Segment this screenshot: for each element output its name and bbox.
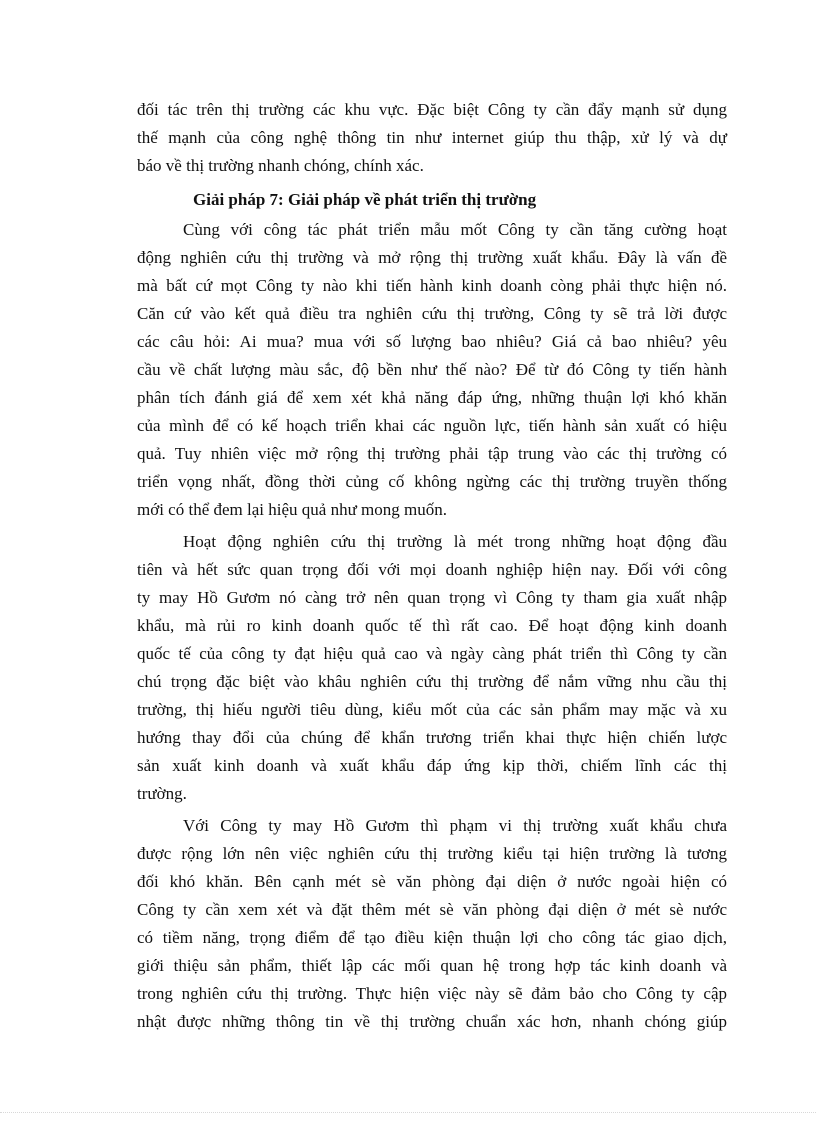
text-line: ty may Hồ Gươm nó càng trở nên quan trọng vì Công ty tham gia xuất nhập — [137, 588, 727, 607]
text-line: quả. Tuy nhiên việc mở rộng thị trường phải tập trung vào các thị trường có — [137, 444, 727, 463]
text-line: nhật được những thông tin về thị trường chuẩn xác hơn, nhanh chóng giúp — [137, 1012, 727, 1031]
paragraph-1 — [137, 96, 727, 180]
text-line: khẩu, mà rủi ro kinh doanh quốc tế thì rất cao. Để hoạt động kinh doanh — [137, 616, 727, 635]
text-line: có tiềm năng, trọng điểm để tạo điều kiện thuận lợi cho công tác giao dịch, — [137, 928, 727, 947]
page-bottom-divider — [0, 1112, 816, 1113]
section-heading: Giải pháp 7: Giải pháp về phát triển thị trường — [193, 190, 537, 209]
text-line: đối khó khăn. Bên cạnh mét sè văn phòng đại diện ở nước ngoài hiện có — [137, 872, 727, 891]
text-line: Với Công ty may Hồ Gươm thì phạm vi thị trường xuất khẩu chưa — [183, 816, 727, 835]
text-line: phân tích đánh giá để xem xét khả năng đáp ứng, những thuận lợi khó khăn — [137, 388, 727, 407]
text-line: giới thiệu sản phẩm, thiết lập các mối quan hệ trong hợp tác kinh doanh và — [137, 956, 727, 975]
paragraph-3 — [137, 528, 727, 808]
text-line: trường. — [137, 784, 187, 803]
text-line: trường, thị hiếu người tiêu dùng, kiểu mốt của các sản phẩm may mặc và xu — [137, 700, 727, 719]
text-line: triển vọng nhất, đồng thời củng cố không ngừng các thị trường truyền thống — [137, 472, 727, 491]
text-line: Căn cứ vào kết quả điều tra nghiên cứu thị trường, Công ty sẽ trả lời được — [137, 304, 727, 323]
text-line: chú trọng đặc biệt vào khâu nghiên cứu thị trường để nắm vững nhu cầu thị — [137, 672, 727, 691]
text-line: trong nghiên cứu thị trường. Thực hiện việc này sẽ đảm bảo cho Công ty cập — [137, 984, 727, 1003]
paragraph-2 — [137, 216, 727, 524]
text-line: cầu về chất lượng màu sắc, độ bền như thế nào? Để từ đó Công ty tiến hành — [137, 360, 727, 379]
text-line: báo về thị trường nhanh chóng, chính xác. — [137, 156, 424, 175]
text-line: Công ty cần xem xét và đặt thêm mét sè văn phòng đại diện ở mét sè nước — [137, 900, 727, 919]
text-line: mới có thể đem lại hiệu quả như mong muốn. — [137, 500, 447, 519]
text-line: động nghiên cứu thị trường và mở rộng thị trường xuất khẩu. Đây là vấn đề — [137, 248, 727, 267]
text-line: Hoạt động nghiên cứu thị trường là mét trong những hoạt động đầu — [183, 532, 727, 551]
text-line: của mình để có kế hoạch triển khai các nguồn lực, tiến hành sản xuất có hiệu — [137, 416, 727, 435]
text-line: đối tác trên thị trường các khu vực. Đặc biệt Công ty cần đẩy mạnh sử dụng — [137, 100, 727, 119]
text-line: các câu hỏi: Ai mua? mua với số lượng bao nhiêu? Giá cả bao nhiêu? yêu — [137, 332, 727, 351]
body-text — [137, 96, 727, 1040]
text-line: được rộng lớn nên việc nghiên cứu thị trường kiểu tại hiện trường là tương — [137, 844, 727, 863]
text-line: thế mạnh của công nghệ thông tin như internet giúp thu thập, xử lý và dự — [137, 128, 727, 147]
text-line: quốc tế của công ty đạt hiệu quả cao và ngày càng phát triển thì Công ty cần — [137, 644, 727, 663]
text-line: hướng thay đổi của chúng để khẩn trương triển khai thực hiện chiến lược — [137, 728, 727, 747]
text-line: tiên và hết sức quan trọng đối với mọi doanh nghiệp hiện nay. Đối với công — [137, 560, 727, 579]
text-line: Cùng với công tác phát triển mẫu mốt Công ty cần tăng cường hoạt — [183, 220, 727, 239]
text-line: sản xuất kinh doanh và xuất khẩu đáp ứng kịp thời, chiếm lĩnh các thị — [137, 756, 727, 775]
text-line: mà bất cứ mọt Công ty nào khi tiến hành kinh doanh còng phải thực hiện nó. — [137, 276, 727, 295]
paragraph-4 — [137, 812, 727, 1036]
